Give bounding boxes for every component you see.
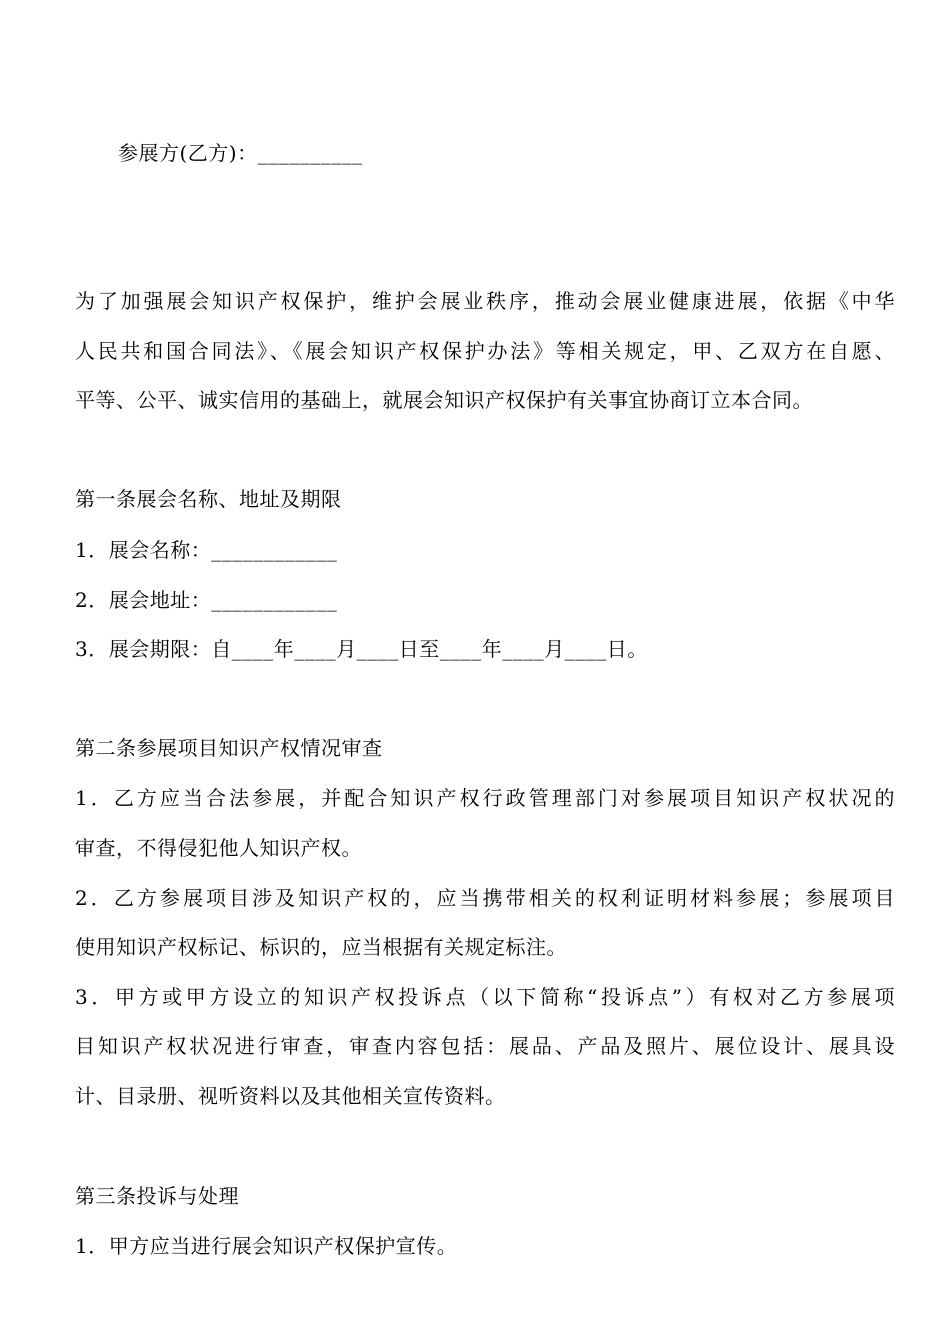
article-1-item-3: 3．展会期限：自____年____月____日至____年____月____日。 bbox=[75, 637, 648, 661]
article-2-line-3: 2．乙方参展项目涉及知识产权的，应当携带相关的权利证明材料参展；参展项目 bbox=[75, 886, 895, 910]
article-1-item-1: 1．展会名称：____________ bbox=[75, 538, 338, 562]
article-1-title: 第一条展会名称、地址及期限 bbox=[75, 487, 342, 511]
article-2-line-7: 计、目录册、视听资料以及其他相关宣传资料。 bbox=[75, 1084, 506, 1108]
article-2-title: 第二条参展项目知识产权情况审查 bbox=[75, 736, 383, 760]
article-1-item-2: 2．展会地址：____________ bbox=[75, 588, 338, 612]
article-3-title: 第三条投诉与处理 bbox=[75, 1184, 239, 1208]
party-b-line: 参展方(乙方)：__________ bbox=[118, 141, 363, 165]
article-3-line-1: 1．甲方应当进行展会知识产权保护宣传。 bbox=[75, 1234, 458, 1258]
article-2-line-4: 使用知识产权标记、标识的，应当根据有关规定标注。 bbox=[75, 935, 567, 959]
article-2-line-2: 审查，不得侵犯他人知识产权。 bbox=[75, 836, 362, 860]
article-2-line-6: 目知识产权状况进行审查，审查内容包括：展品、产品及照片、展位设计、展具设 bbox=[75, 1034, 895, 1058]
preamble-line-2: 人民共和国合同法》、《展会知识产权保护办法》等相关规定，甲、乙双方在自愿、 bbox=[75, 339, 895, 363]
article-2-line-5: 3．甲方或甲方设立的知识产权投诉点（以下简称“投诉点”）有权对乙方参展项 bbox=[75, 985, 895, 1009]
article-2-line-1: 1．乙方应当合法参展，并配合知识产权行政管理部门对参展项目知识产权状况的 bbox=[75, 786, 895, 810]
preamble-line-3: 平等、公平、诚实信用的基础上，就展会知识产权保护有关事宜协商订立本合同。 bbox=[75, 388, 813, 412]
preamble-line-1: 为了加强展会知识产权保护，维护会展业秩序，推动会展业健康进展，依据《中华 bbox=[75, 289, 895, 313]
